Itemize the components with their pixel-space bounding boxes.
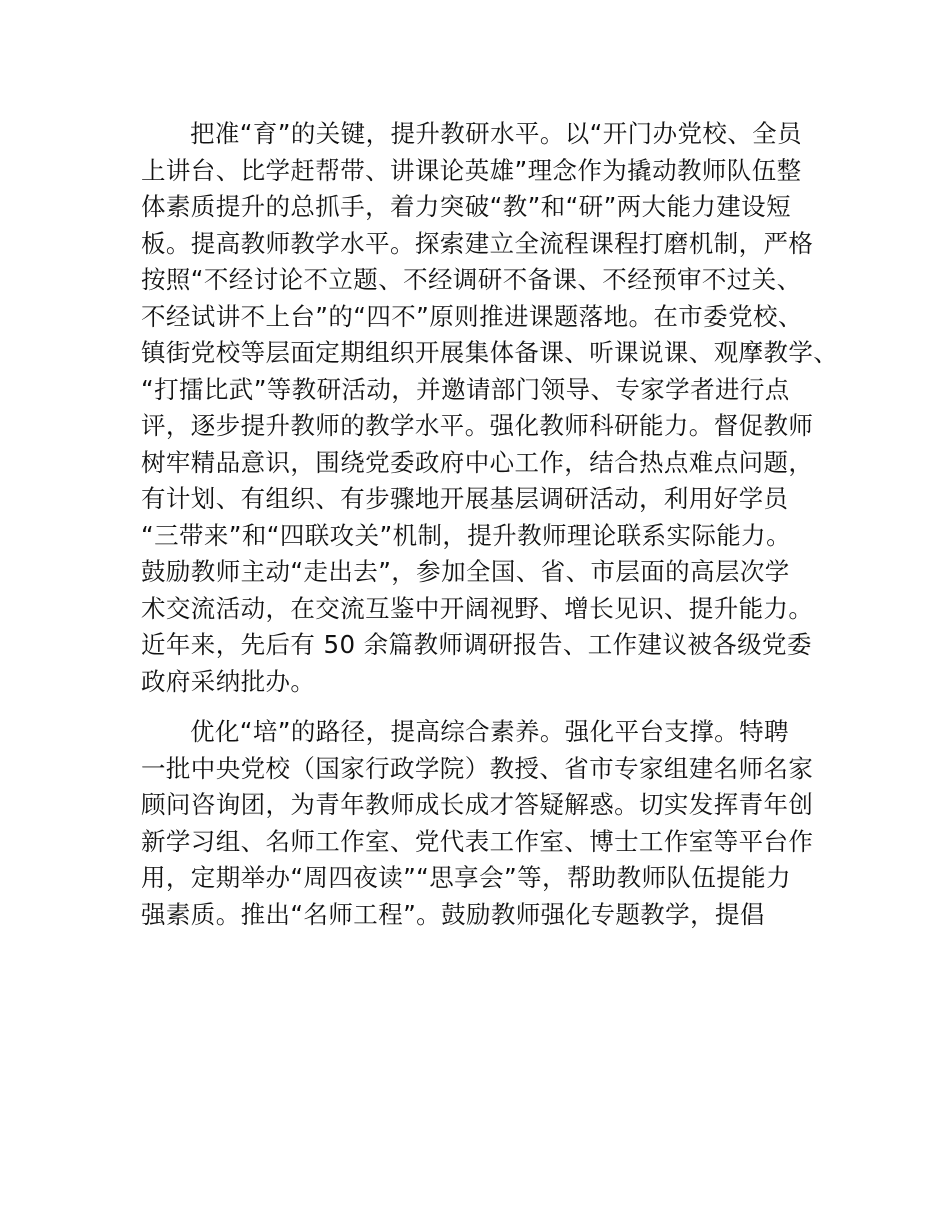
text-line: “三带来”和“四联攻关”机制，提升教师理论联系实际能力。: [141, 520, 791, 550]
text-line: 一批中央党校（国家行政学院）教授、省市专家组建名师名家: [141, 753, 814, 783]
text-line: “打擂比武”等教研活动，并邀请部门领导、专家学者进行点: [141, 374, 790, 404]
text-line: 上讲台、比学赶帮带、讲课论英雄”理念作为撬动教师队伍整: [141, 155, 802, 185]
text-line: 强素质。推出“名师工程”。鼓励教师强化专题教学，提倡: [141, 899, 765, 929]
paragraph-1: [141, 116, 839, 700]
text-line: 新学习组、名师工作室、党代表工作室、博士工作室等平台作: [141, 826, 814, 856]
text-line: 按照“不经讨论不立题、不经调研不备课、不经预审不过关、: [141, 265, 802, 294]
text-line: 用，定期举办“周四夜读”“思享会”等，帮助教师队伍提能力: [141, 863, 791, 892]
text-line: 优化“培”的路径，提高综合素养。强化平台支撑。特聘: [190, 717, 789, 746]
text-line: 镇街党校等层面定期组织开展集体备课、听课说课、观摩教学、: [141, 338, 839, 367]
text-line: 政府采纳批办。: [141, 666, 316, 696]
text-line: 有计划、有组织、有步骤地开展基层调研活动，利用好学员: [141, 484, 789, 513]
text-line: 把准“育”的关键，提升教研水平。以“开门办党校、全员: [190, 119, 802, 148]
text-line: 不经试讲不上台”的“四不”原则推进课题落地。在市委党校、: [141, 301, 803, 331]
text-line: 体素质提升的总抓手，着力突破“教”和“研”两大能力建设短: [141, 192, 791, 221]
body-text: [141, 116, 839, 933]
text-line: 板。提高教师教学水平。探索建立全流程课程打磨机制，严格: [141, 228, 814, 258]
text-line: 鼓励教师主动“走出去”，参加全国、省、市层面的高层次学: [141, 557, 790, 586]
text-line: 顾问咨询团，为青年教师成长成才答疑解惑。切实发挥青年创: [141, 790, 814, 819]
text-line: 树牢精品意识，围绕党委政府中心工作，结合热点难点问题，: [141, 447, 814, 477]
text-line: 近年来，先后有 50 余篇教师调研报告、工作建议被各级党委: [141, 630, 812, 659]
paragraph-2: [141, 714, 831, 933]
text-line: 评，逐步提升教师的教学水平。强化教师科研能力。督促教师: [141, 411, 814, 440]
text-line: 术交流活动，在交流互鉴中开阔视野、增长见识、提升能力。: [141, 593, 814, 623]
